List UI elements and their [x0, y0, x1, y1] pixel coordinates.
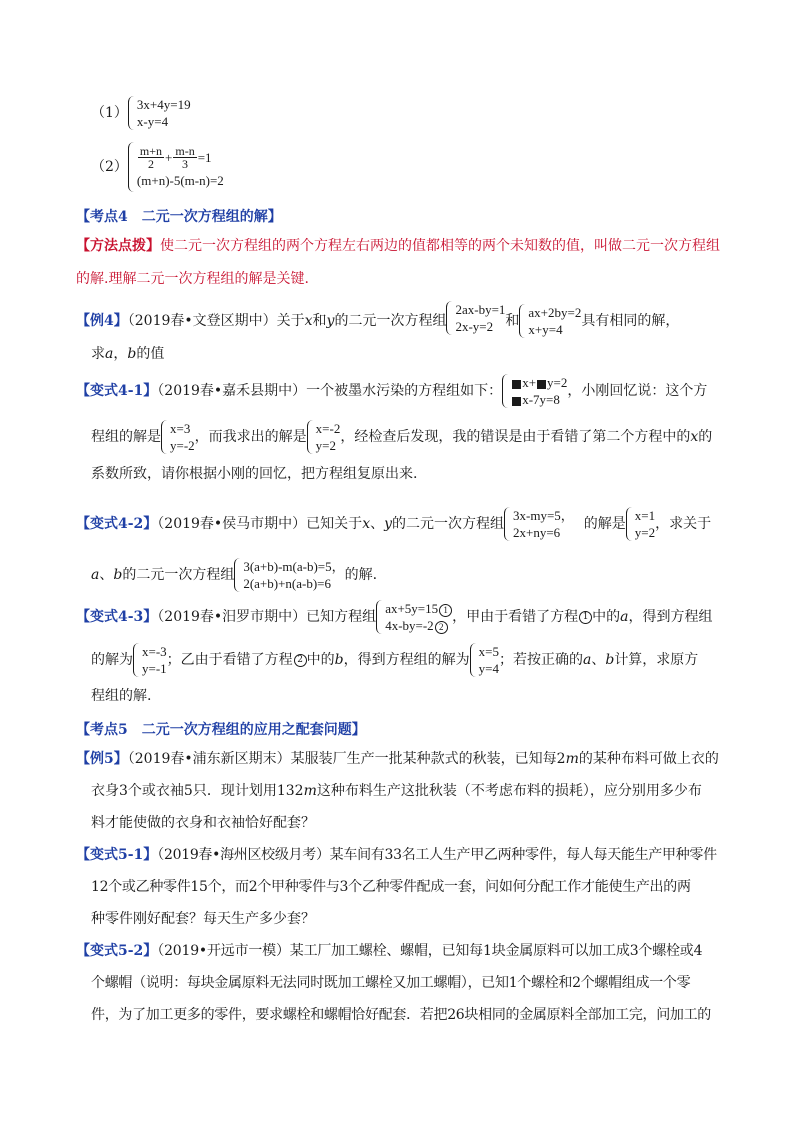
method-text: 的解.理解二元一次方程组的解是关键. [76, 271, 309, 287]
variant-tag: 【变式4-3】 [76, 609, 158, 625]
equation-system: x+ y=2 x-7y=8 [502, 374, 567, 408]
example-5-line2: 衣身3个或衣袖5只．现计划用132m这种布料生产这批秋装（不考虑布料的损耗），应分别用多少布 [91, 783, 702, 799]
variant-tag: 【变式5-1】 [76, 847, 158, 863]
variant-4-1: 【变式4-1】（2019春•嘉禾县期中）一个被墨水污染的方程组如下： x+ y=2 x-7y=8 ，小刚回忆说：这个方 [76, 375, 708, 407]
method-tip-cont [76, 269, 309, 289]
variant-tag: 【变式4-2】 [76, 516, 158, 532]
variant-tag: 【变式5-2】 [76, 943, 158, 959]
variant-4-3-line2: 的解为 x=-3 y=-1 ；乙由于看错了方程 2 中的b，得到方程组的解为 x=5 y=4 ；若按正确的a、b计算，求原方 [91, 644, 699, 676]
brace-icon [502, 374, 509, 408]
variant-4-1-line2: 程组的解是 x=3 y=-2 ，而我求出的解是 x=-2 y=2 ，经检查后发现，我的错误是由于看错了第二个方程中的x的 [91, 421, 713, 453]
section-title-5: 【考点5 二元一次方程组的应用之配套问题】 [76, 722, 366, 738]
problem-2 [91, 142, 224, 192]
variant-4-1-line3: 系数所致，请你根据小刚的回忆，把方程组复原出来. [91, 466, 418, 482]
fraction-equation: $\frac{m+n}{2}$ + $\frac{m-n}{3}$ =1 [139, 144, 212, 171]
variant-5-1-line3: 种零件刚好配套？每天生产多少套？ [91, 911, 315, 927]
variant-tag: 【变式4-1】 [76, 383, 158, 399]
brace-icon [307, 420, 314, 454]
example-4: 【例4】（2019春•文登区期中）关于x和y的二元一次方程组 2ax-by=1 2x-y=2 和 ax+2by=2 x+y=4 具有相同的解， [76, 302, 680, 337]
variant-5-2-line3: 件，为了加工更多的零件，要求螺栓和螺帽恰好配套．若把26块相同的金属原料全部加工完，问加工的 [91, 1007, 712, 1023]
example-5: 【例5】（2019春•浦东新区期末）某服装厂生产一批某种款式的秋装，已知每2m的某种布料可做上衣的 [76, 751, 719, 767]
circled-number-icon: 2 [435, 621, 448, 634]
equation-system: x=5 y=4 [470, 643, 499, 677]
variant-4-2: 【变式4-2】（2019春•侯马市期中）已知关于x、y的二元一次方程组 3x-my=5， 2x+ny=6 的解是 x=1 y=2 ，求关于 [76, 508, 712, 540]
equation: 3x+4y=19 [136, 97, 191, 112]
method-tip [76, 236, 720, 256]
brace-icon [133, 643, 140, 677]
variant-5-1-line2: 12个或乙种零件15个，而2个甲种零件与3个乙种零件配成一套，问如何分配工作才能使生产出的两 [91, 879, 691, 895]
brace-icon [376, 600, 383, 634]
brace-icon [446, 301, 453, 335]
brace-icon [470, 643, 477, 677]
problem-1 [91, 96, 191, 130]
equation-system: x=-2 y=2 [307, 420, 341, 454]
equation-system [128, 142, 224, 192]
ink-blot-icon [512, 397, 521, 406]
section-title-4: 【考点4 二元一次方程组的解】 [76, 209, 282, 225]
brace-icon [626, 507, 633, 541]
brace-icon [128, 142, 135, 192]
equation-system [128, 96, 191, 130]
variant-4-3-line3: 程组的解. [91, 688, 152, 704]
example-4-cont: 求a，b的值 [91, 346, 165, 362]
equation-system: x=3 y=-2 [161, 420, 195, 454]
ink-blot-icon [512, 380, 521, 389]
equation-system: x=1 y=2 [626, 507, 655, 541]
equation-system: 3x-my=5， 2x+ny=6 [504, 507, 574, 541]
method-text: 使二元一次方程组的两个方程左右两边的值都相等的两个未知数的值，叫做二元一次方程组 [160, 238, 720, 254]
problem-2-label: （2） [91, 159, 128, 175]
brace-icon [504, 507, 511, 541]
variant-5-1: 【变式5-1】（2019春•海州区校级月考）某车间有33名工人生产甲乙两种零件，每人每天能生产甲种零件 [76, 847, 717, 863]
method-tag: 【方法点拨】 [76, 238, 160, 254]
circled-number-icon: 1 [579, 611, 592, 624]
variant-5-2: 【变式5-2】（2019•开远市一模）某工厂加工螺栓、螺帽，已知每1块金属原料可以加工成3个螺栓或4 [76, 943, 703, 959]
brace-icon [128, 96, 135, 130]
equation-system: ax+5y=15 1 4x-by=-2 2 [376, 600, 452, 634]
equation: (m+n)-5(m-n)=2 [136, 173, 224, 188]
equation-system: 3(a+b)-m(a-b)=5， 2(a+b)+n(a-b)=6 [234, 558, 344, 592]
equation-system: 2ax-by=1 2x-y=2 [446, 301, 505, 335]
brace-icon [161, 420, 168, 454]
variant-4-2-line2: a、b的二元一次方程组 3(a+b)-m(a-b)=5， 2(a+b)+n(a-b)=6 的解. [91, 559, 378, 591]
equation: x-y=4 [136, 114, 169, 129]
example-tag: 【例4】 [76, 313, 128, 329]
circled-number-icon: 1 [439, 604, 452, 617]
variant-5-2-line2: 个螺帽（说明：每块金属原料无法同时既加工螺栓又加工螺帽），已知1个螺栓和2个螺帽组成一个零 [91, 975, 691, 991]
example-tag: 【例5】 [76, 751, 128, 767]
brace-icon [519, 304, 526, 338]
circled-number-icon: 2 [294, 654, 307, 667]
brace-icon [234, 558, 241, 592]
equation-system: x=-3 y=-1 [133, 643, 167, 677]
equation-system: ax+2by=2 x+y=4 [519, 304, 581, 338]
variant-4-3: 【变式4-3】（2019春•汨罗市期中）已知方程组 ax+5y=15 1 4x-by=-2 2 ，甲由于看错了方程 1 中的a，得到方程组 [76, 601, 713, 633]
ink-blot-icon [537, 380, 546, 389]
example-5-line3: 料才能使做的衣身和衣袖恰好配套？ [91, 815, 315, 831]
problem-1-label: （1） [91, 105, 128, 121]
